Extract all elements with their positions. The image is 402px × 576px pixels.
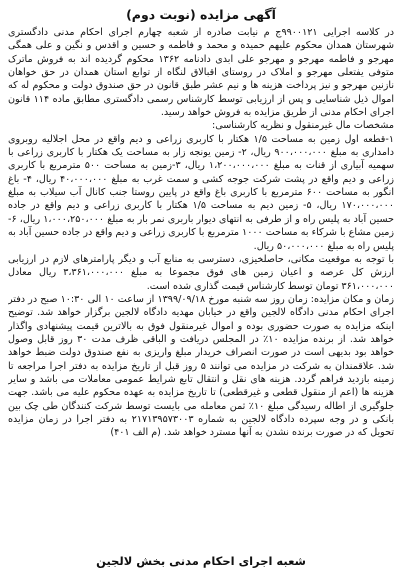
notice-paragraph-valuation: با توجه به موقعیت مکانی، حاصلخیزی، دسترسی به منابع آب و دیگر پارامترهای لازم در ارزیابی ارزش کل عرصه و اعیان زمین های فوق مجموعا به مبلغ ۳،۳۶۱،۰۰۰،۰۰۰ ریال معادل ۳۶۱،۰۰۰،۰۰۰ تومان توسط کارشناس قیمت گذاری شده است.: [8, 253, 394, 292]
notice-paragraph-intro: در کلاسه اجرایی ۹۹۰۰۱۲۱ج م نیابت صادره از شعبه چهارم اجرای احکام مدنی دادگستری شهرستان همدان محکوم علیهم حمیده و محمد و فاطمه و حسین و اقدس و نگین و علی همگی مهرجو و فاطمه مهرجو و مهرجو علی ابدی دادنامه ۱۳۶۲ محکوم گردیده اند به فروش ماترک متوفی یفتعلی مهرجو و املاک در روستای اقبالاق لنگاه از توابع استان همدان در حق خواهان نازنین مهرجو و نیز پرداخت هزینه ها و نیم عشر طبق قانون در حق صندوق دولت و محکوم له که اموال ذیل شناسایی و پس از ارزیابی توسط کارشناس رسمی دادگستری مطابق ماده ۱۱۴ قانون اجرای احکام مدنی از طریق مزایده به فروش خواهد رسید.: [8, 27, 394, 119]
notice-paragraph-items: ۱-قطعه اول زمین به مساحت ۱/۵ هکتار با کاربری زراعی و دیم واقع در محل اجلالیه روبروی دامداری به مبلغ ۹۰۰،۰۰۰،۰۰۰ ریال، ۲- زمین یونجه زار به مساحت یک هکتار با کاربری زراعی با سهمیه آبیاری از قنات به مبلغ ۱،۲۰۰،۰۰۰،۰۰۰ ریال، ۳-زمین به مساحت ۵۰۰ مترمربع با کاربری زراعی و دیم واقع در پشت شرکت جوجه کشی و سمت غرب به مبلغ ۴۰،۰۰۰،۰۰۰ ریال، ۴- باغ انگور به مساحت ۶۰۰ مترمربع با کاربری باغ واقع در پایین روستا جنب کانال آب سیلاب به مبلغ ۱۷۰،۰۰۰،۰۰۰ ریال، ۵- زمین دیم به مساحت ۱/۵ هکتار با کاربری زراعی و دیم واقع در جاده حسین آباد به پلیس راه و از طرفی به انتهای دیوار باربری نمر بار به مبلغ ۱،۰۰۰،۲۵۰،۰۰۰ ریال، ۶- زمین مشاع با شرکاء به مساحت ۱۰۰۰ مترمربع با کاربری زراعی و دیم واقع در جاده حسین آباد به پلیس راه به مبلغ ۵۰،۰۰۰،۰۰۰ ریال.: [8, 133, 394, 252]
notice-title: آگهی مزایده (نوبت دوم): [126, 7, 276, 22]
notice-paragraph-time-place: زمان و مکان مزایده: زمان روز سه شنبه مورخ ۱۳۹۹/۰۹/۱۸ از ساعت ۱۰ الی ۱۰:۳۰ صبح در دفتر اجرای احکام مدنی دادگاه لالجین واقع در خیابان مهدیه دادگاه لالجین برگزار خواهد شد. توضیح اینکه مزایده به صورت حضوری بوده و اموال غیرمنقول فوق به بالاترین قیمت پیشنهادی واگذار خواهد شد. از برنده مزایده ۱۰٪ در المجلس دریافت و الباقی ظرف مدت ۳۰ روز قابل وصول خواهد بود بدیهی است در صورت انصراف خریدار مبلغ واریزی به نفع صندوق دولت ضبط خواهد شد. علاقمندان به شرکت در مزایده می توانند ۵ روز قبل از تاریخ مزایده به دفتر اجرا مراجعه تا زمینه بازدید فراهم گردد. هزینه های نقل و انتقال تابع شرایط عمومی معاملات می باشد و سایر هزینه ها (اعم از منقول قطعی و غیرقطعی) تا تاریخ مزایده به عهده محکوم علیه می باشد. جهت جلوگیری از اطاله رسیدگی مبلغ ۱۰٪ ثمن معامله می بایست توسط شرکت کنندگان طی چک بین بانکی و در وجه سپرده دادگاه لالجین به شماره ۲۱۷۱۳۹۵۷۳۰۰۳ به دفتر اجرا در زمان مزایده تحویل که در صورت برنده نشدن به آنها مسترد خواهد شد. (م الف ۴۰۱): [8, 293, 394, 439]
notice-signature: شعبه اجرای احکام مدنی بخش لالجین: [96, 554, 306, 568]
notice-paragraph-specs-heading: مشخصات مال غیرمنقول و نظریه کارشناسی:: [212, 120, 394, 132]
notice-body: [8, 26, 394, 550]
